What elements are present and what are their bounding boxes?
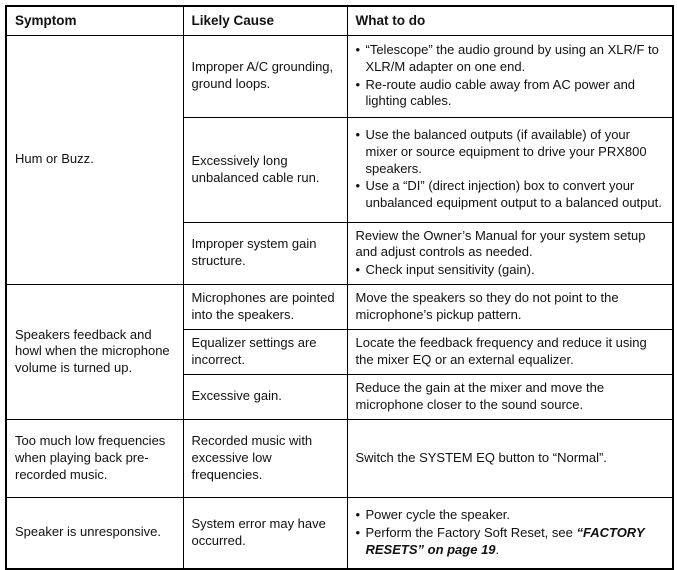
table-row <box>6 35 673 117</box>
action-item <box>356 42 665 76</box>
cause-cell: Microphones are pointed into the speakers. <box>183 285 347 330</box>
troubleshooting-table <box>5 5 674 570</box>
symptom-cell-speaker-unresponsive: Speaker is unresponsive. <box>6 497 183 569</box>
what-to-do-cell <box>347 419 673 497</box>
action-text: “Telescope” the audio ground by using an XLR/F to XLR/M adapter on one end. <box>365 41 659 74</box>
action-item <box>356 335 665 369</box>
what-to-do-cell <box>347 330 673 375</box>
table-row <box>6 285 673 330</box>
what-to-do-cell <box>347 374 673 419</box>
action-item <box>356 127 665 178</box>
header-row <box>6 6 673 35</box>
cause-cell: Improper system gain structure. <box>183 222 347 285</box>
action-text: Power cycle the speaker. <box>365 506 511 522</box>
table-row <box>6 419 673 497</box>
what-to-do-cell <box>347 497 673 569</box>
action-text: Reduce the gain at the mixer and move the microphone closer to the sound source. <box>355 379 605 412</box>
symptom-cell-hum-or-buzz: Hum or Buzz. <box>6 35 183 285</box>
action-item <box>356 380 665 414</box>
cause-cell: Excessively long unbalanced cable run. <box>183 117 347 222</box>
cause-cell: Excessive gain. <box>183 374 347 419</box>
action-item <box>356 525 665 559</box>
cause-cell: Equalizer settings are incorrect. <box>183 330 347 375</box>
action-item <box>356 290 665 324</box>
action-text: Perform the Factory Soft Reset, see <box>365 524 577 540</box>
symptom-cell-speakers-feedback: Speakers feedback and howl when the microphone volume is turned up. <box>6 285 183 419</box>
what-to-do-cell <box>347 117 673 222</box>
action-text: Move the speakers so they do not point to the microphone’s pickup pattern. <box>355 290 619 323</box>
action-item <box>356 178 665 212</box>
symptom-cell-too-much-low-frequencies: Too much low frequencies when playing back pre-recorded music. <box>6 419 183 497</box>
table-row <box>6 497 673 569</box>
action-text: Locate the feedback frequency and reduce it using the mixer EQ or an external equalizer. <box>355 335 647 367</box>
column-header-symptom: Symptom <box>6 6 183 35</box>
what-to-do-cell <box>347 285 673 330</box>
action-text: Use the balanced outputs (if available) of your mixer or source equipment to drive your PRX800 speakers. <box>365 126 647 176</box>
action-text: Check input sensitivity (gain). <box>365 262 535 278</box>
factory-resets-reference: “FACTORY RESETS” on page 19 <box>365 524 645 557</box>
action-item <box>356 507 665 524</box>
action-text-suffix: . <box>495 541 500 557</box>
action-text: Review the Owner’s Manual for your system setup and adjust controls as needed. <box>355 227 646 260</box>
column-header-likely-cause: Likely Cause <box>183 6 347 35</box>
action-text: Re-route audio cable away from AC power and lighting cables. <box>365 76 636 109</box>
what-to-do-cell <box>347 222 673 285</box>
cause-cell: Recorded music with excessive low frequencies. <box>183 419 347 497</box>
column-header-what-to-do: What to do <box>347 6 673 35</box>
action-text: Use a “DI” (direct injection) box to convert your unbalanced equipment output to a balanced output. <box>365 178 662 211</box>
cause-cell: System error may have occurred. <box>183 497 347 569</box>
action-item <box>356 450 665 467</box>
action-item <box>356 262 665 279</box>
action-text: Switch the SYSTEM EQ button to “Normal”. <box>355 449 607 465</box>
cause-cell: Improper A/C grounding, ground loops. <box>183 35 347 117</box>
action-item <box>356 228 665 262</box>
action-item <box>356 77 665 111</box>
what-to-do-cell <box>347 35 673 117</box>
